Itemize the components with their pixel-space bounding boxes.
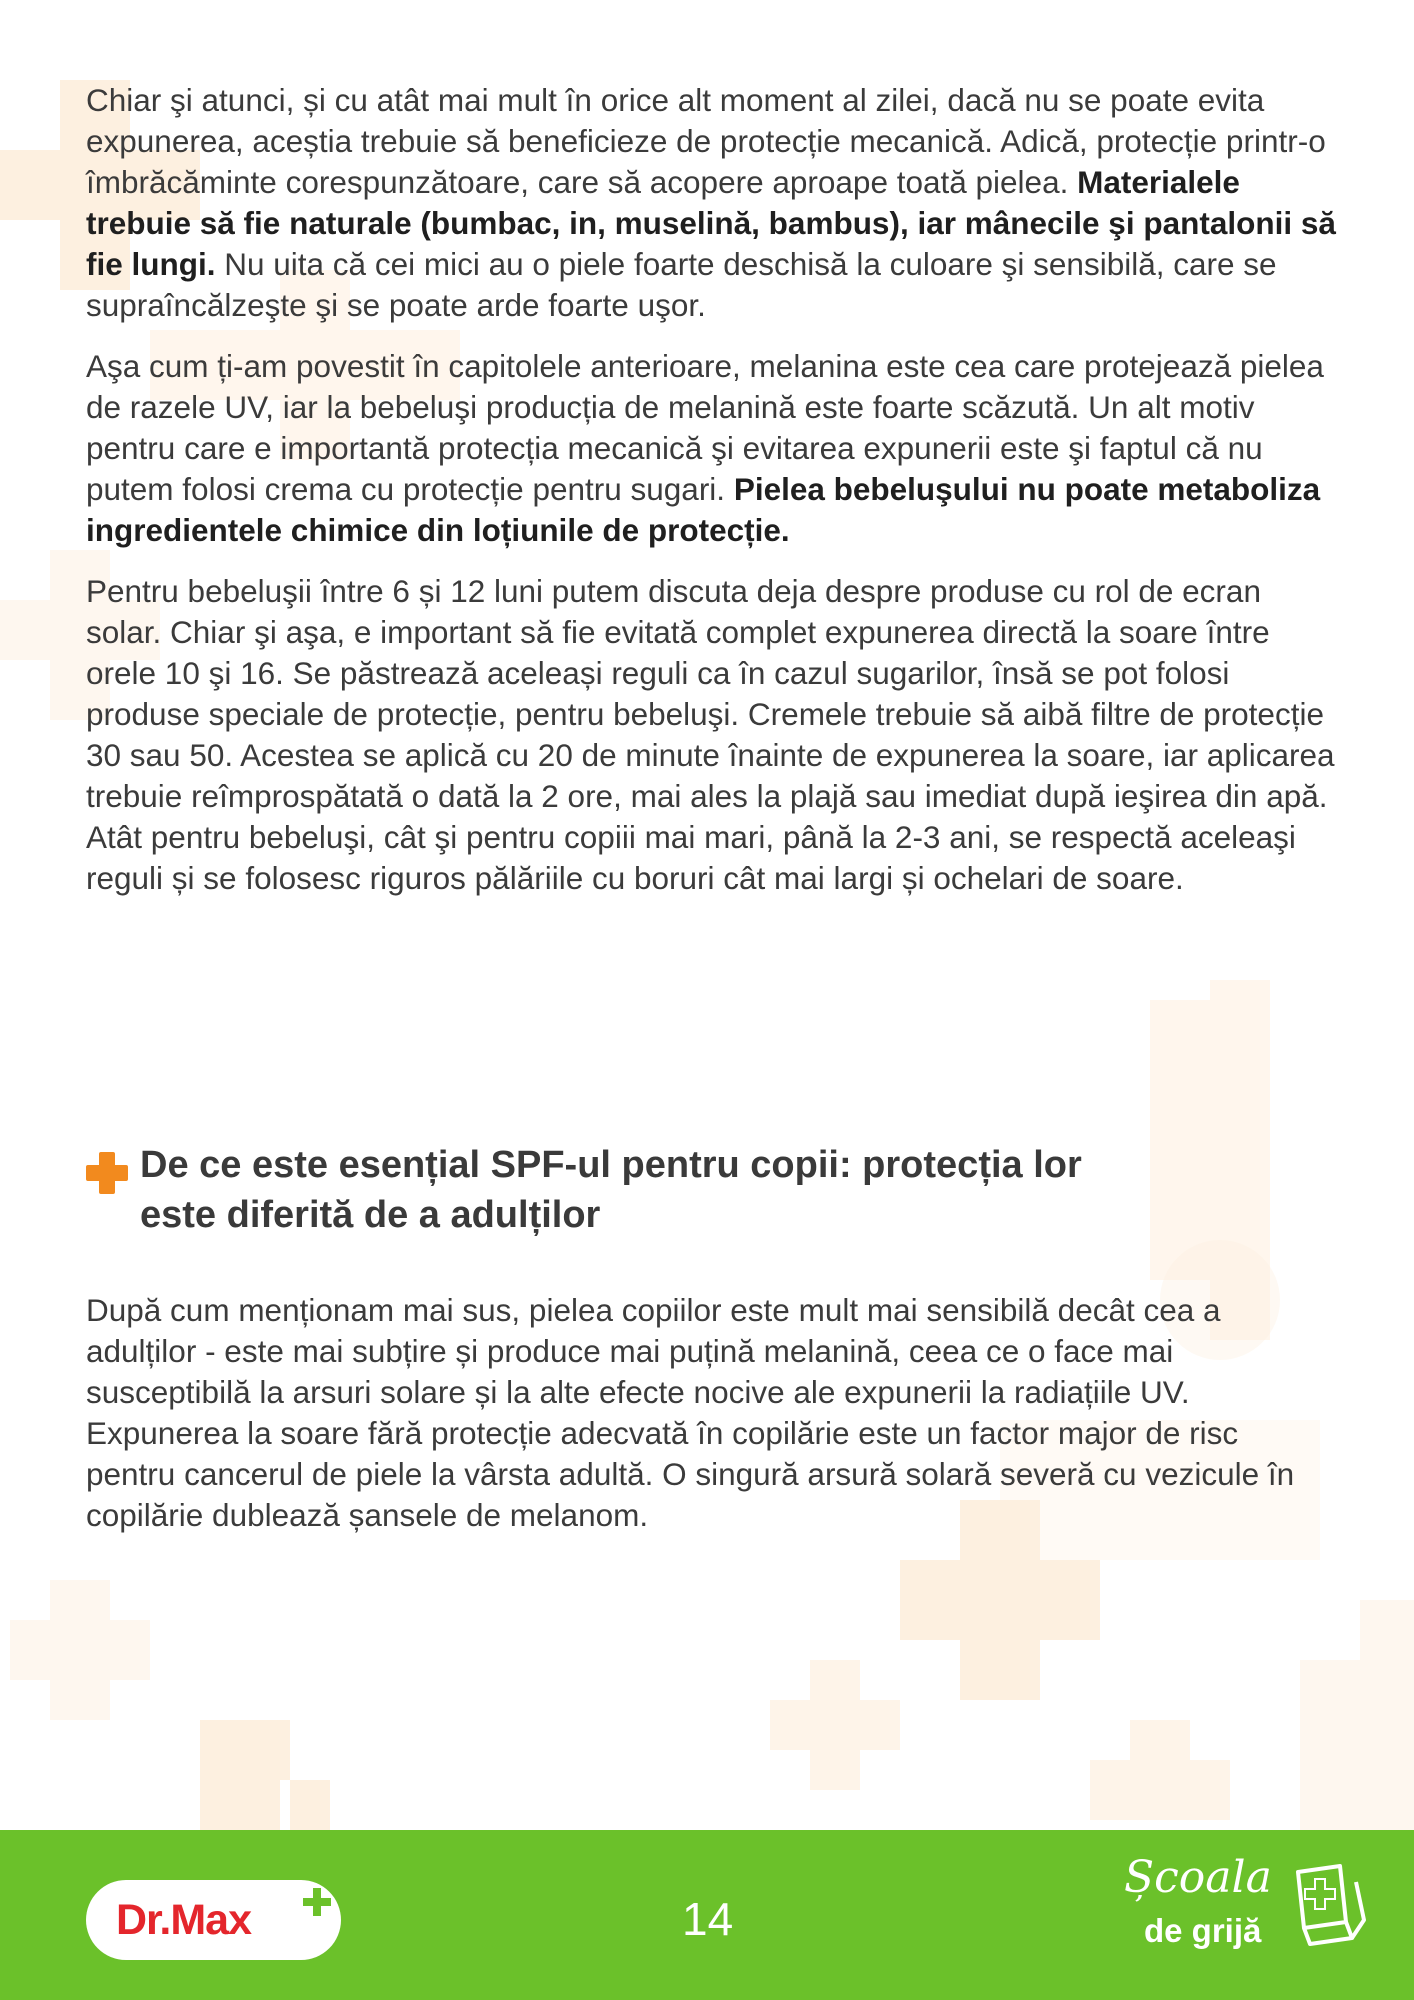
bold-text: Materialele trebuie să fie naturale (bumbac, in, muselină, bambus), iar mânecile şi pantalonii să fie lungi. [86, 164, 1336, 282]
plus-icon [84, 1150, 130, 1196]
bold-text: Pielea bebeluşului nu poate metaboliza ingredientele chimice din loțiunile de protecție. [86, 471, 1321, 548]
drmax-logo [86, 1880, 341, 1960]
paragraph-4: După cum menționam mai sus, pielea copiilor este mult mai sensibilă decât cea a adulților - este mai subțire și produce mai puțină melanină, ceea ce o face mai susceptibilă la arsuri solare și la alte efecte nocive ale expunerii la radiațiile UV. [86, 1292, 1221, 1410]
paragraph-2: Aşa cum ți-am povestit în capitolele anterioare, melanina este cea care protejează pielea de razele UV, iar la bebeluşi producția de melanină este foarte scăzută. Un alt motiv pentru care e importantă protecția mecanică şi evitarea expunerii este şi faptul că nu putem folosi crema cu protecție pentru sugari. Pielea bebeluşului nu poate metaboliza ingredientele chimice din loțiunile de protecție. [86, 348, 1324, 548]
footer-bar [0, 1830, 1414, 2000]
article-body-bottom [86, 1290, 1336, 1556]
decor-cross-icon [1090, 1720, 1230, 1820]
paragraph-3: Pentru bebeluşii între 6 și 12 luni putem discuta deja despre produse cu rol de ecran solar. Chiar şi aşa, e important să fie evitată complet expunerea directă la soare între orele 10 şi 16. Se păstrează aceleași reguli ca în cazul sugarilor, însă se pot folosi produse speciale de protecție, pentru bebeluşi. Cremele trebuie să aibă filtre de protecție 30 sau 50. Acestea se aplică cu 20 de minute înainte de expunerea la soare, iar aplicarea trebuie reîmprospătată o dată la 2 ore, mai ales la plajă sau imediat după ieşirea din apă. Atât pentru bebeluşi, cât şi pentru copiii mai mari, până la 2-3 ani, se respectă aceleaşi reguli și se folosesc riguros pălăriile cu boruri cât mai largi și ochelari de soare. [86, 573, 1335, 896]
section-title: De ce este esențial SPF-ul pentru copii: protecția lor este diferită de a adulților [140, 1144, 1082, 1236]
logo-text: Dr.Max [116, 1896, 252, 1944]
logo-plus-icon [301, 1886, 333, 1918]
decor-cross-icon [770, 1660, 900, 1790]
section-heading [84, 1140, 1334, 1240]
paragraph-1: Chiar şi atunci, și cu atât mai mult în orice alt moment al zilei, dacă nu se poate evita expunerea, aceștia trebuie să beneficieze de protecție mecanică. Adică, protecție printr-o îmbrăcăminte corespunzătoare, care să acopere aproape toată pielea. Materialele trebuie să fie naturale (bumbac, in, muselină, bambus), iar mânecile şi pantalonii să fie lungi. Nu uita că cei mici au o piele foarte deschisă la culoare şi sensibilă, care se supraîncălzeşte şi se poate arde foarte uşor. [86, 82, 1336, 323]
scoala-de-grija-logo [1110, 1852, 1380, 1972]
article-body-top [86, 80, 1336, 919]
decor-cross-icon [10, 1580, 150, 1720]
page-number: 14 [682, 1893, 734, 1945]
decor-cross-icon [1300, 1600, 1414, 1830]
brand-top-text: Școala [1124, 1852, 1272, 1903]
paragraph-5: Expunerea la soare fără protecție adecvată în copilărie este un factor major de risc pentru cancerul de piele la vârsta adultă. O singură arsură solară severă cu vezicule în copilărie dublează șansele de melanom. [86, 1415, 1295, 1533]
decor-cross-icon [200, 1720, 280, 1830]
brand-bottom-text: de grijă [1144, 1912, 1262, 1949]
book-plus-icon [1290, 1862, 1370, 1952]
